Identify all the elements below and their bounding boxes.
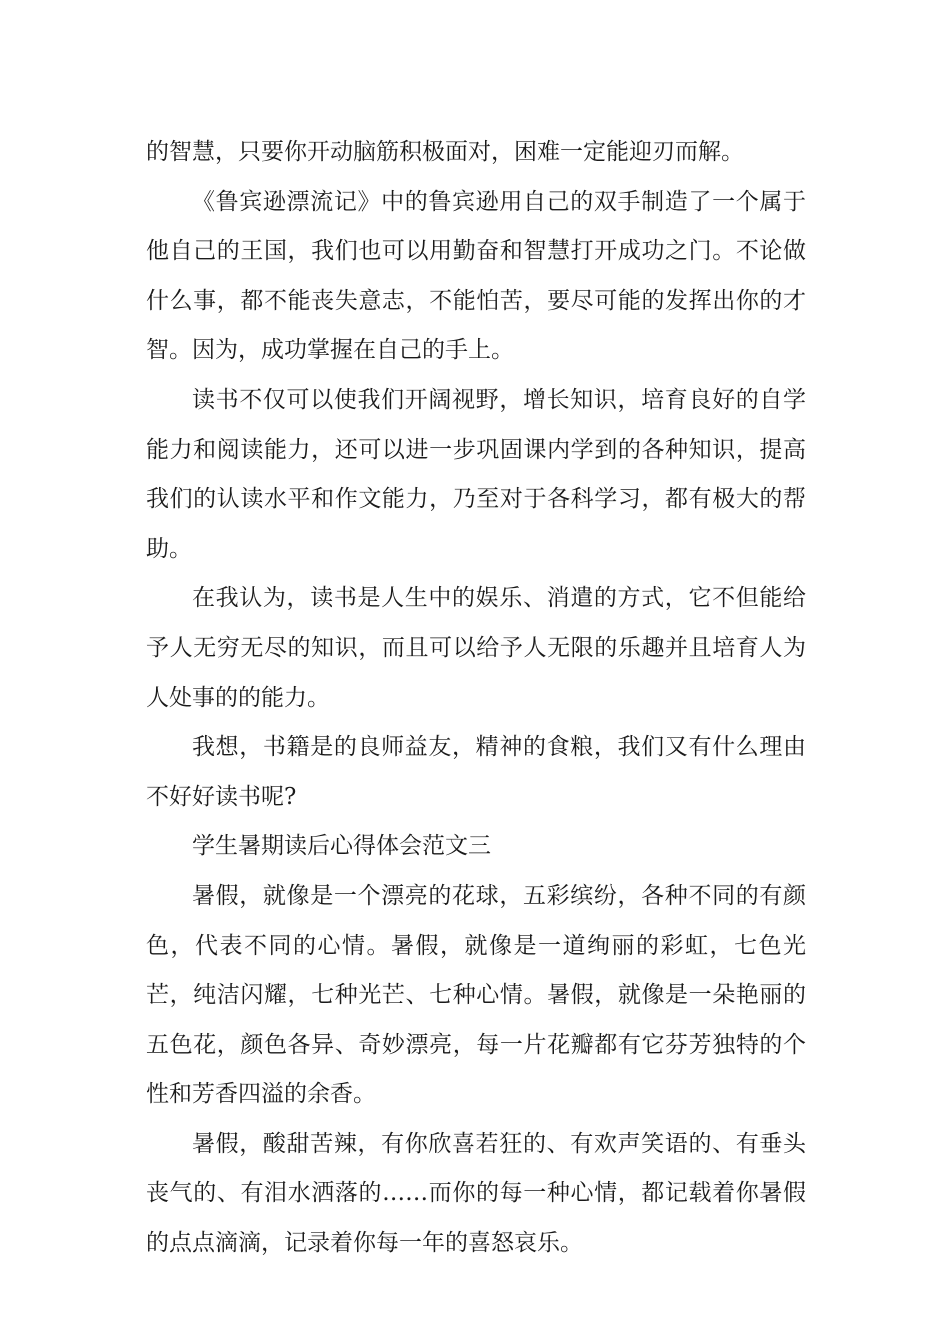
paragraph-8: 暑假，酸甜苦辣，有你欣喜若狂的、有欢声笑语的、有垂头丧气的、有泪水洒落的……而你的每一种心情，都记载着你暑假的点点滴滴，记录着你每一年的喜怒哀乐。: [146, 1130, 806, 1257]
paragraph-5: 我想，书籍是的良师益友，精神的食粮，我们又有什么理由不好好读书呢?: [146, 734, 806, 810]
paragraph-2: 《鲁宾逊漂流记》中的鲁宾逊用自己的双手制造了一个属于他自己的王国，我们也可以用勤奋和智慧打开成功之门。不论做什么事，都不能丧失意志，不能怕苦，要尽可能的发挥出你的才智。因为，成功掌握在自己的手上。: [146, 188, 806, 364]
paragraph-4: 在我认为，读书是人生中的娱乐、消遣的方式，它不但能给予人无穷无尽的知识，而且可以给予人无限的乐趣并且培育人为人处事的的能力。: [146, 585, 806, 711]
document-body: [146, 128, 806, 1269]
paragraph-1: 的智慧，只要你开动脑筋积极面对，困难一定能迎刃而解。: [146, 139, 744, 165]
section-heading: 学生暑期读后心得体会范文三: [192, 833, 491, 860]
paragraph-7: 暑假，就像是一个漂亮的花球，五彩缤纷，各种不同的有颜色，代表不同的心情。暑假，就像是一道绚丽的彩虹，七色光芒，纯洁闪耀，七种光芒、七种心情。暑假，就像是一朵艳丽的五色花，颜色各异、奇妙漂亮，每一片花瓣都有它芬芳独特的个性和芳香四溢的余香。: [146, 882, 806, 1108]
paragraph-3: 读书不仅可以使我们开阔视野，增长知识，培育良好的自学能力和阅读能力，还可以进一步巩固课内学到的各种知识，提高我们的认读水平和作文能力，乃至对于各科学习，都有极大的帮助。: [146, 386, 806, 562]
